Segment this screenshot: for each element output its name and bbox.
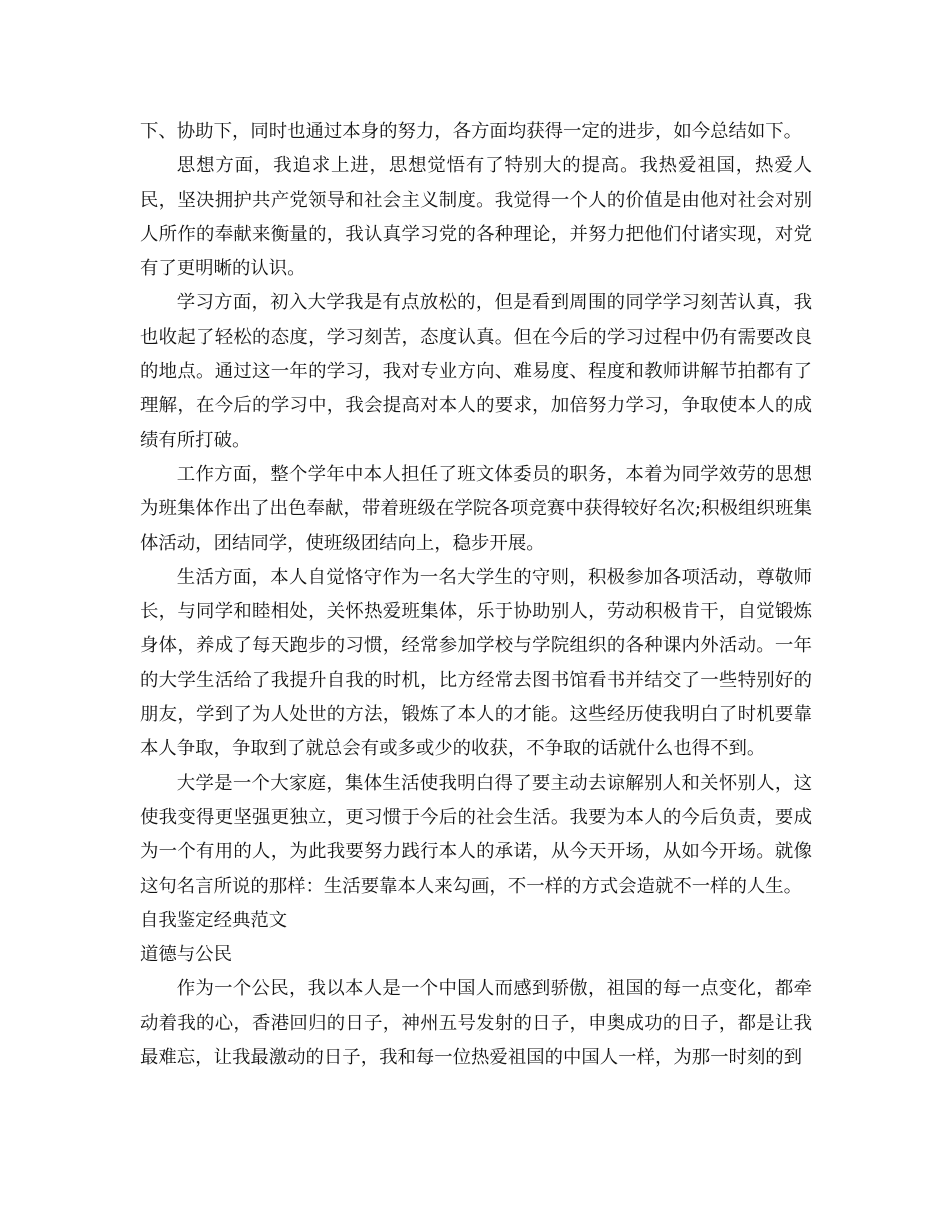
paragraph-life: 生活方面，本人自觉恪守作为一名大学生的守则，积极参加各项活动，尊敬师长，与同学和睦相处，关怀热爱班集体，乐于协助别人，劳动积极肯干，自觉锻炼身体，养成了每天跑步的习惯，经常参加学校与学院组织的各种课内外活动。一年的大学生活给了我提升自我的时机，比方经常去图书馆看书并结交了一些特别好的朋友，学到了为人处世的方法，锻炼了本人的才能。这些经历使我明白了时机要靠本人争取，争取到了就总会有或多或少的收获，不争取的话就什么也得不到。 [140, 566, 812, 760]
paragraph-continuation: 下、协助下，同时也通过本身的努力，各方面均获得一定的进步，如今总结如下。 [140, 121, 803, 142]
paragraph-study: 学习方面，初入大学我是有点放松的，但是看到周围的同学学习刻苦认真，我也收起了轻松的态度，学习刻苦，态度认真。但在今后的学习过程中仍有需要改良的地点。通过这一年的学习，我对专业方向、难易度、程度和教师讲解节拍都有了理解，在今后的学习中，我会提高对本人的要求，加倍努力学习，争取使本人的成绩有所打破。 [140, 292, 812, 451]
paragraph-citizen: 作为一个公民，我以本人是一个中国人而感到骄傲，祖国的每一点变化，都牵动着我的心，香港回归的日子，神州五号发射的日子，申奥成功的日子，都是让我最难忘，让我最激动的日子，我和每一位热爱祖国的中国人一样，为那一时刻的到 [140, 978, 812, 1069]
subsection-heading: 道德与公民 [140, 944, 232, 966]
paragraph-thought: 思想方面，我追求上进，思想觉悟有了特别大的提高。我热爱祖国，热爱人民，坚决拥护共产党领导和社会主义制度。我觉得一个人的价值是由他对社会对别人所作的奉献来衡量的，我认真学习党的各种理论，并努力把他们付诸实现，对党有了更明晰的认识。 [140, 155, 812, 280]
document-page [140, 115, 812, 1075]
section-heading: 自我鉴定经典范文 [140, 909, 288, 931]
paragraph-work: 工作方面，整个学年中本人担任了班文体委员的职务，本着为同学效劳的思想为班集体作出了出色奉献，带着班级在学院各项竞赛中获得较好名次;积极组织班集体活动，团结同学，使班级团结向上，稳步开展。 [140, 463, 812, 554]
paragraph-university: 大学是一个大家庭，集体生活使我明白得了要主动去谅解别人和关怀别人，这使我变得更坚强更独立，更习惯于今后的社会生活。我要为本人的今后负责，要成为一个有用的人，为此我要努力践行本人的承诺，从今天开场，从如今开场。就像这句名言所说的那样：生活要靠本人来勾画，不一样的方式会造就不一样的人生。 [140, 772, 812, 897]
